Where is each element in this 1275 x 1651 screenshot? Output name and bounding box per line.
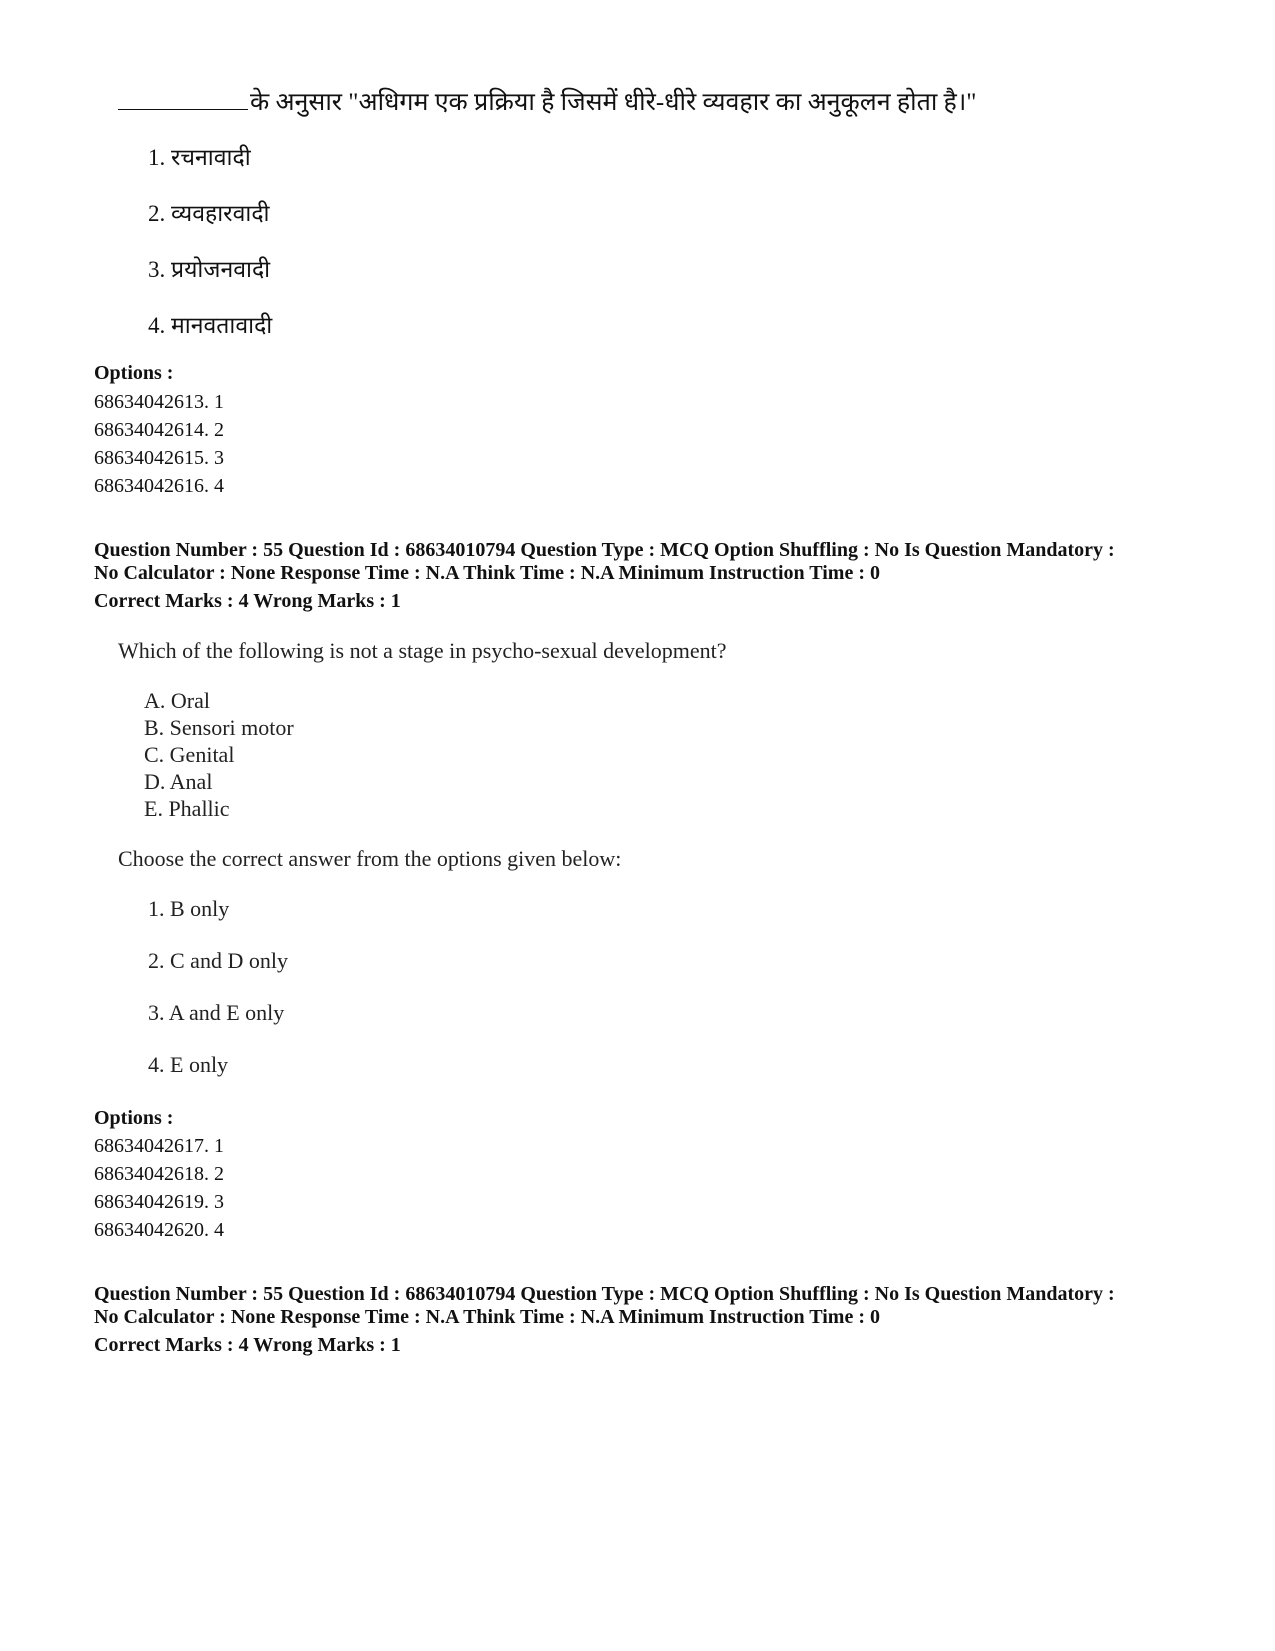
q55-option-3: 68634042619. 3 <box>94 1191 224 1213</box>
q55-marks: Correct Marks : 4 Wrong Marks : 1 <box>94 590 401 612</box>
question-54-body: के अनुसार "अधिगम एक प्रक्रिया है जिसमें धीरे-धीरे व्यवहार का अनुकूलन होता है।" <box>250 89 977 116</box>
q55-statement-c: C. Genital <box>144 742 235 767</box>
q55-choice-3: 3. A and E only <box>148 1000 285 1025</box>
q55-option-1: 68634042617. 1 <box>94 1135 224 1157</box>
question-54-text <box>118 84 977 118</box>
q56-meta-line-2: No Calculator : None Response Time : N.A Think Time : N.A Minimum Instruction Time : 0 <box>94 1306 880 1328</box>
q55-meta-line-2: No Calculator : None Response Time : N.A Think Time : N.A Minimum Instruction Time : 0 <box>94 562 880 584</box>
q55-options-label: Options : <box>94 1107 174 1129</box>
q55-choice-1: 1. B only <box>148 896 230 921</box>
q55-statement-e: E. Phallic <box>144 796 230 821</box>
q56-marks: Correct Marks : 4 Wrong Marks : 1 <box>94 1334 401 1356</box>
q54-option-1: 68634042613. 1 <box>94 391 224 413</box>
q55-statement-b: B. Sensori motor <box>144 715 294 740</box>
q54-choice-1: 1. रचनावादी <box>148 145 251 170</box>
q54-options-label: Options : <box>94 362 174 384</box>
q54-option-3: 68634042615. 3 <box>94 447 224 469</box>
answer-blank <box>118 87 248 110</box>
q55-statement-d: D. Anal <box>144 769 213 794</box>
q55-statement-a: A. Oral <box>144 688 210 713</box>
q54-choice-4: 4. मानवतावादी <box>148 313 273 338</box>
q56-meta-line-1: Question Number : 55 Question Id : 68634010794 Question Type : MCQ Option Shuffling : No Is Question Mandatory : <box>94 1283 1115 1305</box>
q54-option-4: 68634042616. 4 <box>94 475 224 497</box>
q55-question: Which of the following is not a stage in psycho-sexual development? <box>118 638 727 663</box>
q54-choice-2: 2. व्यवहारवादी <box>148 201 270 226</box>
q55-meta-line-1: Question Number : 55 Question Id : 68634010794 Question Type : MCQ Option Shuffling : No Is Question Mandatory : <box>94 539 1115 561</box>
q55-choice-2: 2. C and D only <box>148 948 288 973</box>
q55-choice-4: 4. E only <box>148 1052 229 1077</box>
q55-instruction: Choose the correct answer from the options given below: <box>118 846 622 871</box>
q54-option-2: 68634042614. 2 <box>94 419 224 441</box>
q55-option-2: 68634042618. 2 <box>94 1163 224 1185</box>
q54-choice-3: 3. प्रयोजनवादी <box>148 257 271 282</box>
q55-option-4: 68634042620. 4 <box>94 1219 224 1241</box>
